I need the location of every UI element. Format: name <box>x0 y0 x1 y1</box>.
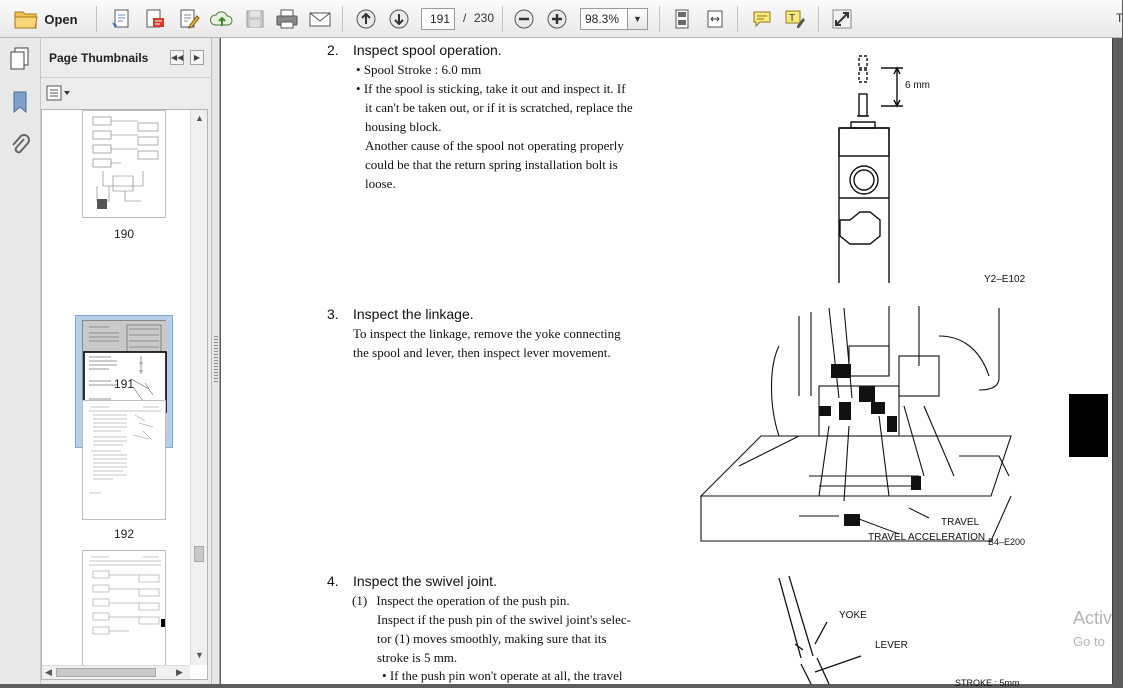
page-thumbnails-tab[interactable] <box>8 46 32 70</box>
fit-width-button[interactable] <box>701 4 729 34</box>
push-pin-bullet: • If the push pin won't operate at all, the travel <box>382 668 623 683</box>
thumbnail-page-193[interactable] <box>82 550 166 670</box>
linkage-assembly-diagram <box>699 306 1029 548</box>
paragraph-line: could be that the return spring installation bolt is <box>365 157 618 172</box>
bullet-line: housing block. <box>365 119 442 134</box>
svg-text:T: T <box>789 13 796 24</box>
page-preview-icon <box>83 401 167 521</box>
section-2-heading <box>327 42 502 58</box>
toolbar-overflow-text: T <box>1116 11 1123 25</box>
bullet-text: Spool Stroke : 6.0 mm <box>363 62 482 77</box>
speech-bubble-icon <box>751 8 773 30</box>
edit-document-icon <box>178 8 200 30</box>
plus-circle-icon <box>546 8 568 30</box>
section-tab-marker <box>1069 394 1108 457</box>
fit-page-button[interactable] <box>668 4 696 34</box>
lever-label: LEVER <box>875 640 908 651</box>
double-chevron-left-icon: ◀◀ <box>171 53 184 62</box>
save-disk-icon <box>244 8 266 30</box>
panel-header <box>41 38 212 78</box>
next-page-button[interactable] <box>385 4 413 34</box>
zoom-dropdown-button[interactable] <box>628 8 648 30</box>
activation-watermark-line1: Activ <box>1073 608 1113 628</box>
paperclip-icon <box>8 133 32 157</box>
travel-acceleration-label: TRAVEL ACCELERATION <box>868 532 986 543</box>
section-number: 3. <box>327 306 339 322</box>
print-button[interactable] <box>272 4 302 34</box>
section-number: 2. <box>327 42 339 58</box>
toolbar-separator <box>342 6 343 32</box>
zoom-in-button[interactable] <box>543 4 571 34</box>
arrow-up-circle-icon <box>355 8 377 30</box>
travel-label: TRAVEL <box>941 517 980 528</box>
vertical-scroll-thumb[interactable] <box>194 546 204 562</box>
sticking-spool-bullet: • If the spool is sticking, take it out and inspect it. If it can't be taken out, or if it is scratched, replace the housing block. <box>356 79 656 136</box>
scroll-up-arrow-icon[interactable]: ▲ <box>195 113 204 123</box>
thumbnail-page-190[interactable] <box>82 110 166 218</box>
fit-page-icon <box>671 8 693 30</box>
edit-pdf-button[interactable] <box>175 4 203 34</box>
bullet-line: If the spool is sticking, take it out and inspect it. If <box>363 81 626 96</box>
paragraph-line: tor (1) moves smoothly, making sure that its <box>377 631 607 646</box>
comment-button[interactable] <box>748 4 776 34</box>
fullscreen-arrows-icon <box>831 8 853 30</box>
scroll-down-arrow-icon[interactable]: ▼ <box>195 650 204 660</box>
paragraph-line: stroke is 5 mm. <box>377 650 458 665</box>
collapse-panel-button[interactable] <box>170 50 184 65</box>
arrow-down-circle-icon <box>388 8 410 30</box>
paragraph-line: loose. <box>365 176 396 191</box>
previous-page-button[interactable] <box>352 4 380 34</box>
attachments-tab[interactable] <box>8 133 32 157</box>
spool-stroke-dimension-label: 6 mm <box>905 80 930 91</box>
spool-stroke-bullet: • Spool Stroke : 6.0 mm <box>356 62 482 77</box>
page-total: 230 <box>474 11 495 25</box>
upload-button[interactable] <box>208 4 236 34</box>
stroke-label: STROKE : 5mm <box>955 678 1020 688</box>
chevron-down-icon: ▼ <box>633 14 642 24</box>
toolbar-separator <box>737 6 738 32</box>
bookmarks-tab[interactable] <box>8 90 32 114</box>
thumbnail-label: 191 <box>113 377 135 391</box>
chevron-right-icon: ▶ <box>193 53 201 62</box>
section-3-heading <box>327 306 474 322</box>
return-spring-paragraph <box>365 136 665 193</box>
save-button[interactable] <box>241 4 269 34</box>
fullscreen-button[interactable] <box>828 4 856 34</box>
pdf-file-icon <box>144 8 166 30</box>
expand-arrows-icon <box>704 8 726 30</box>
zoom-level-input[interactable]: 98.3% <box>580 8 628 30</box>
scroll-left-arrow-icon[interactable]: ◀ <box>45 667 52 677</box>
horizontal-scroll-thumb[interactable] <box>56 668 156 677</box>
thumbnail-list <box>41 109 208 680</box>
paragraph-line: To inspect the linkage, remove the yoke connecting <box>353 326 621 341</box>
bookmark-icon <box>8 90 32 114</box>
section-title: Inspect the linkage. <box>353 306 474 322</box>
email-button[interactable] <box>305 4 335 34</box>
section-title: Inspect the swivel joint. <box>353 573 497 589</box>
subsection-title: Inspect the operation of the push pin. <box>376 593 570 608</box>
page-number-input[interactable]: 191 <box>421 8 455 30</box>
paragraph-line: the spool and lever, then inspect lever movement. <box>353 345 611 360</box>
open-label: Open <box>44 11 78 27</box>
cloud-upload-icon <box>210 8 234 30</box>
highlighter-icon <box>784 8 806 30</box>
page-separator: / <box>463 11 467 25</box>
export-pdf-button[interactable] <box>141 4 169 34</box>
yoke-label: YOKE <box>839 610 867 621</box>
swivel-joint-diagram <box>771 574 1051 684</box>
thumbnail-label: 192 <box>113 527 135 541</box>
toolbar-separator <box>818 6 819 32</box>
open-button[interactable] <box>6 4 86 34</box>
panel-splitter[interactable] <box>212 38 220 684</box>
scroll-right-arrow-icon[interactable]: ▶ <box>176 667 183 677</box>
toolbar-separator <box>659 6 660 32</box>
zoom-out-button[interactable] <box>510 4 538 34</box>
toolbar-separator <box>502 6 503 32</box>
create-pdf-button[interactable] <box>108 4 136 34</box>
activation-watermark-line2: Go to <box>1073 634 1105 649</box>
figure-id-label: Y2–E102 <box>984 274 1026 285</box>
folder-icon <box>14 8 38 30</box>
push-pin-subheading <box>352 591 682 610</box>
expand-panel-button[interactable] <box>190 50 204 65</box>
main-toolbar <box>0 0 1122 38</box>
toolbar-separator <box>96 6 97 32</box>
thumbnail-label: 190 <box>113 227 135 241</box>
bullet-text: If the push pin won't operate at all, the travel <box>389 668 623 683</box>
section-4-heading <box>327 573 497 589</box>
paragraph-line: Another cause of the spool not operating properly <box>365 138 624 153</box>
create-pdf-icon <box>111 8 133 30</box>
section-title: Inspect spool operation. <box>353 42 502 58</box>
page-preview-icon <box>83 551 167 671</box>
section-number: 4. <box>327 573 339 589</box>
panel-title: Page Thumbnails <box>49 51 149 65</box>
thumbnail-options-button[interactable] <box>46 84 72 102</box>
thumbnail-horizontal-scrollbar[interactable] <box>42 665 190 679</box>
figure-id-label: B4–E200 <box>988 537 1026 547</box>
bullet-line: it can't be taken out, or if it is scratched, replace the <box>365 100 633 115</box>
paragraph-line: Inspect if the push pin of the swivel joint's selec- <box>377 612 631 627</box>
subsection-number: (1) <box>352 593 368 608</box>
spool-stroke-diagram <box>821 48 1061 288</box>
page-preview-icon <box>83 111 167 219</box>
linkage-paragraph <box>353 324 673 362</box>
document-right-gutter <box>1113 38 1122 684</box>
pages-icon <box>8 46 32 70</box>
document-viewport[interactable] <box>221 38 1122 688</box>
printer-icon <box>275 8 299 30</box>
push-pin-paragraph <box>377 610 677 667</box>
options-menu-icon <box>46 84 72 102</box>
document-page <box>221 38 1113 688</box>
highlight-text-button[interactable] <box>781 4 809 34</box>
page-thumbnails-panel <box>41 38 212 684</box>
splitter-grip[interactable] <box>214 336 218 384</box>
minus-circle-icon <box>513 8 535 30</box>
envelope-icon <box>308 8 332 30</box>
thumbnail-vertical-scrollbar[interactable] <box>190 110 207 665</box>
thumbnail-page-192[interactable] <box>82 400 166 520</box>
navigation-sidebar <box>0 38 41 684</box>
